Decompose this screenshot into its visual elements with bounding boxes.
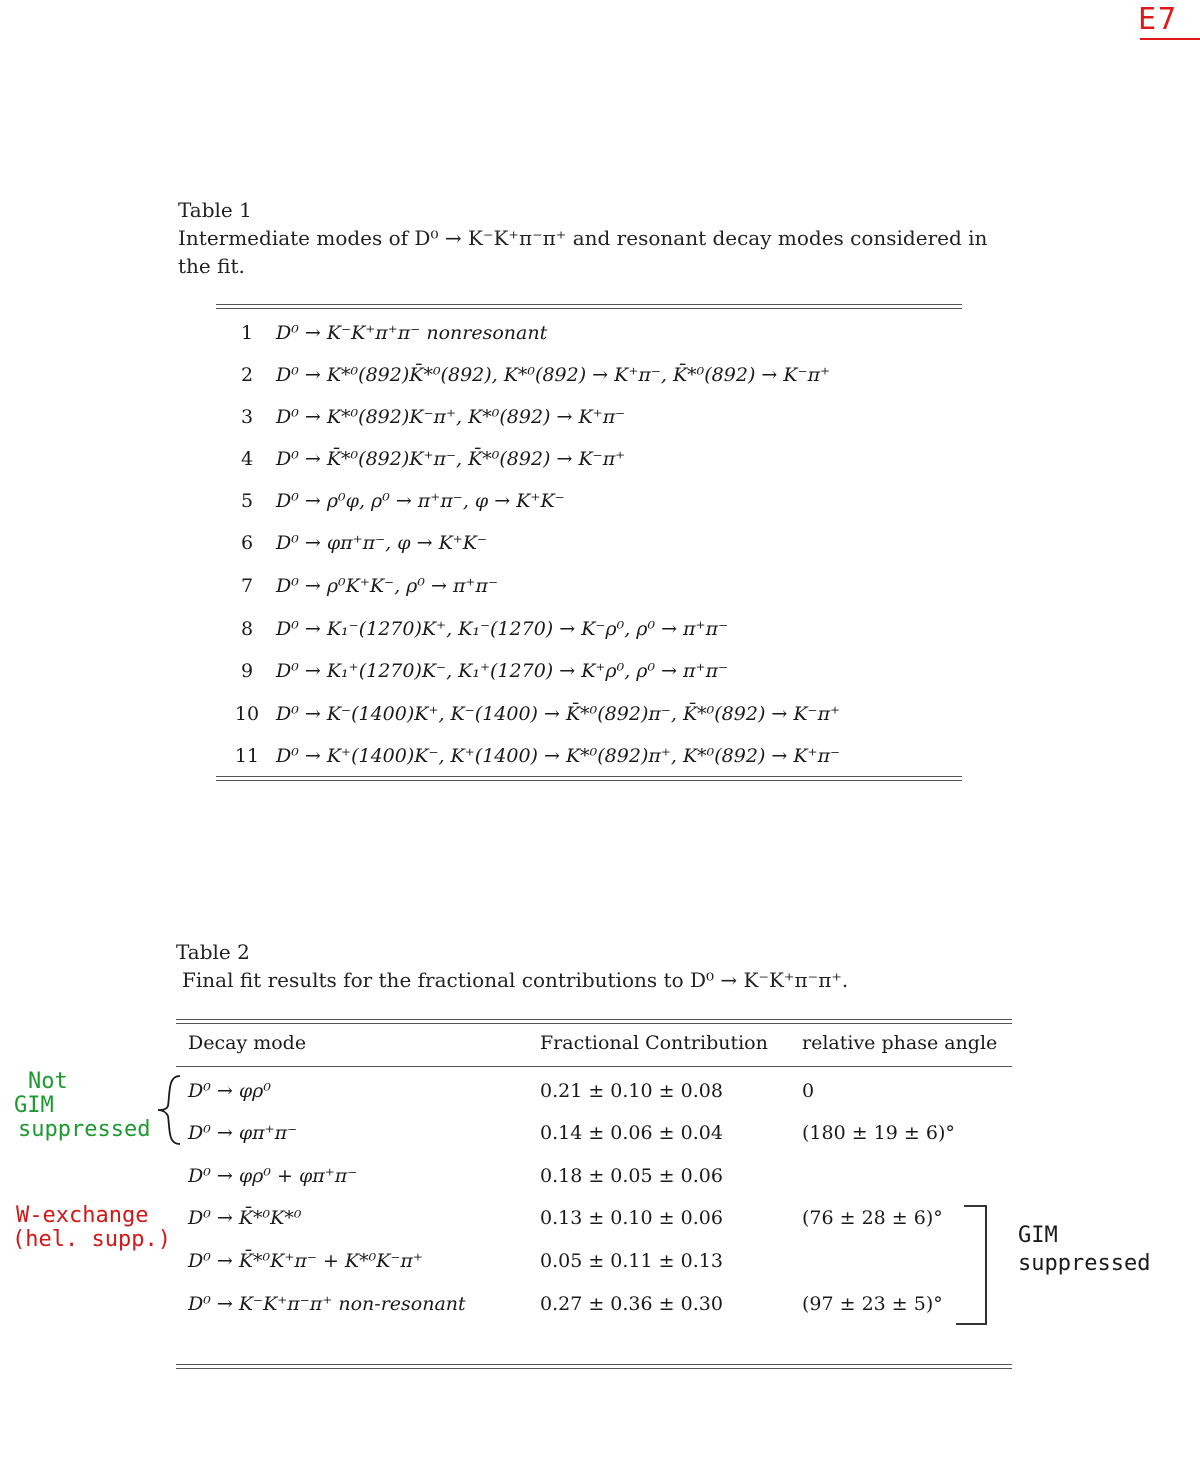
table1-row-mode: D⁰ → φπ⁺π⁻, φ → K⁺K⁻ xyxy=(276,532,488,554)
table2-bottom-rule-1 xyxy=(176,1364,1012,1365)
table1-row-mode: D⁰ → K⁺(1400)K⁻, K⁺(1400) → K*⁰(892)π⁺, K*⁰(892) → K⁺π⁻ xyxy=(276,745,841,767)
annotation-not-gim-line2: GIM xyxy=(14,1093,54,1118)
table1-row-number: 10 xyxy=(234,703,260,725)
table2-header-phase: relative phase angle xyxy=(802,1032,998,1054)
table2-cell-fraction: 0.27 ± 0.36 ± 0.30 xyxy=(540,1293,723,1315)
table1-row xyxy=(218,481,978,521)
table2-cell-fraction: 0.13 ± 0.10 ± 0.06 xyxy=(540,1207,723,1229)
table1-top-rule-1 xyxy=(216,304,962,305)
table2-cell-mode: D⁰ → K⁻K⁺π⁻π⁺ non-resonant xyxy=(188,1293,466,1315)
annotation-gim-suppressed xyxy=(1018,1222,1150,1278)
table1-row xyxy=(218,651,978,691)
table2-header-mode: Decay mode xyxy=(188,1032,307,1054)
table1-row-mode: D⁰ → K⁻(1400)K⁺, K⁻(1400) → K̄*⁰(892)π⁻, K̄*⁰(892) → K⁻π⁺ xyxy=(276,703,841,725)
table1-caption xyxy=(178,196,1008,280)
table2-cell-mode: D⁰ → φρ⁰ + φπ⁺π⁻ xyxy=(188,1165,358,1187)
table1-row-mode: D⁰ → ρ⁰φ, ρ⁰ → π⁺π⁻, φ → K⁺K⁻ xyxy=(276,490,565,512)
table1-row xyxy=(218,736,978,776)
table2-caption xyxy=(176,938,1006,994)
table1-row-number: 8 xyxy=(240,618,254,640)
table2-row xyxy=(176,1112,1016,1154)
table2-cell-mode: D⁰ → K̄*⁰K*⁰ xyxy=(188,1207,302,1229)
table1-row-number: 7 xyxy=(240,575,254,597)
table1-row xyxy=(218,355,978,395)
annotation-w-exchange-line1: W-exchange xyxy=(16,1203,149,1228)
table2-header-rule xyxy=(176,1066,1012,1067)
table1-row xyxy=(218,313,978,353)
table1-row xyxy=(218,609,978,649)
table1-row-mode: D⁰ → K̄*⁰(892)K⁺π⁻, K̄*⁰(892) → K⁻π⁺ xyxy=(276,448,626,470)
table2-cell-mode: D⁰ → K̄*⁰K⁺π⁻ + K*⁰K⁻π⁺ xyxy=(188,1250,423,1272)
table1-top-rule-2 xyxy=(216,308,962,309)
annotation-w-exchange-line2: (hel. supp.) xyxy=(12,1227,171,1252)
annotation-not-gim xyxy=(14,1069,151,1142)
table2-cell-mode: D⁰ → φρ⁰ xyxy=(188,1080,271,1102)
table1-row-mode: D⁰ → K₁⁺(1270)K⁻, K₁⁺(1270) → K⁺ρ⁰, ρ⁰ → π⁺π⁻ xyxy=(276,660,729,682)
table1-row-number: 9 xyxy=(240,660,254,682)
table2-top-rule-2 xyxy=(176,1023,1012,1024)
table2-cell-fraction: 0.21 ± 0.10 ± 0.08 xyxy=(540,1080,723,1102)
table1-bottom-rule-1 xyxy=(216,776,962,777)
table2-cell-fraction: 0.18 ± 0.05 ± 0.06 xyxy=(540,1165,723,1187)
table1-row-mode: D⁰ → K⁻K⁺π⁺π⁻ nonresonant xyxy=(276,322,548,344)
annotation-gim-line2: suppressed xyxy=(1018,1251,1151,1276)
table2-row xyxy=(176,1070,1016,1112)
table1-row-number: 11 xyxy=(234,745,260,767)
table1-row-number: 4 xyxy=(240,448,254,470)
table2-cell-phase: (76 ± 28 ± 6)° xyxy=(802,1207,943,1229)
table2-row xyxy=(176,1197,1016,1239)
table2-cell-fraction: 0.05 ± 0.11 ± 0.13 xyxy=(540,1250,723,1272)
page-mark: E7 xyxy=(1138,2,1179,37)
table2-title: Table 2 xyxy=(176,940,250,964)
table1-row xyxy=(218,523,978,563)
annotation-w-exchange xyxy=(12,1203,171,1252)
table1-row-mode: D⁰ → K*⁰(892)K̄*⁰(892), K*⁰(892) → K⁺π⁻, K̄*⁰(892) → K⁻π⁺ xyxy=(276,364,831,386)
table2-bottom-rule-2 xyxy=(176,1368,1012,1369)
page-mark-underline xyxy=(1140,38,1200,40)
table1-bottom-rule-2 xyxy=(216,780,962,781)
table1-row xyxy=(218,439,978,479)
table1-row-number: 5 xyxy=(240,490,254,512)
table2-header-fraction: Fractional Contribution xyxy=(540,1032,768,1054)
table1-caption-text: Intermediate modes of D⁰ → K⁻K⁺π⁻π⁺ and resonant decay modes considered in the fit. xyxy=(178,226,988,278)
table2-cell-phase: (97 ± 23 ± 5)° xyxy=(802,1293,943,1315)
annotation-not-gim-line1: Not xyxy=(28,1069,68,1094)
annotation-not-gim-line3: suppressed xyxy=(18,1117,151,1142)
table2-cell-phase: 0 xyxy=(802,1080,815,1102)
table2-row xyxy=(176,1283,1016,1325)
table1-title: Table 1 xyxy=(178,198,252,222)
annotation-left-brace-icon xyxy=(150,1072,186,1148)
table1-row-number: 6 xyxy=(240,532,254,554)
table1-row-number: 1 xyxy=(240,322,254,344)
table1-row-mode: D⁰ → ρ⁰K⁺K⁻, ρ⁰ → π⁺π⁻ xyxy=(276,575,498,597)
table1-row-mode: D⁰ → K*⁰(892)K⁻π⁺, K*⁰(892) → K⁺π⁻ xyxy=(276,406,626,428)
annotation-gim-line1: GIM xyxy=(1018,1223,1058,1248)
table2-cell-mode: D⁰ → φπ⁺π⁻ xyxy=(188,1122,298,1144)
table1-row-mode: D⁰ → K₁⁻(1270)K⁺, K₁⁻(1270) → K⁻ρ⁰, ρ⁰ → π⁺π⁻ xyxy=(276,618,729,640)
table2-top-rule-1 xyxy=(176,1019,1012,1020)
table1-row-number: 2 xyxy=(240,364,254,386)
table1-row-number: 3 xyxy=(240,406,254,428)
table2-row xyxy=(176,1240,1016,1282)
table1-row xyxy=(218,694,978,734)
table2-cell-phase: (180 ± 19 ± 6)° xyxy=(802,1122,955,1144)
table2-row xyxy=(176,1155,1016,1197)
annotation-right-bracket-icon xyxy=(950,1202,994,1328)
table1-row xyxy=(218,566,978,606)
table2-cell-fraction: 0.14 ± 0.06 ± 0.04 xyxy=(540,1122,723,1144)
table1-row xyxy=(218,397,978,437)
table2-caption-text: Final fit results for the fractional contributions to D⁰ → K⁻K⁺π⁻π⁺. xyxy=(182,968,849,992)
